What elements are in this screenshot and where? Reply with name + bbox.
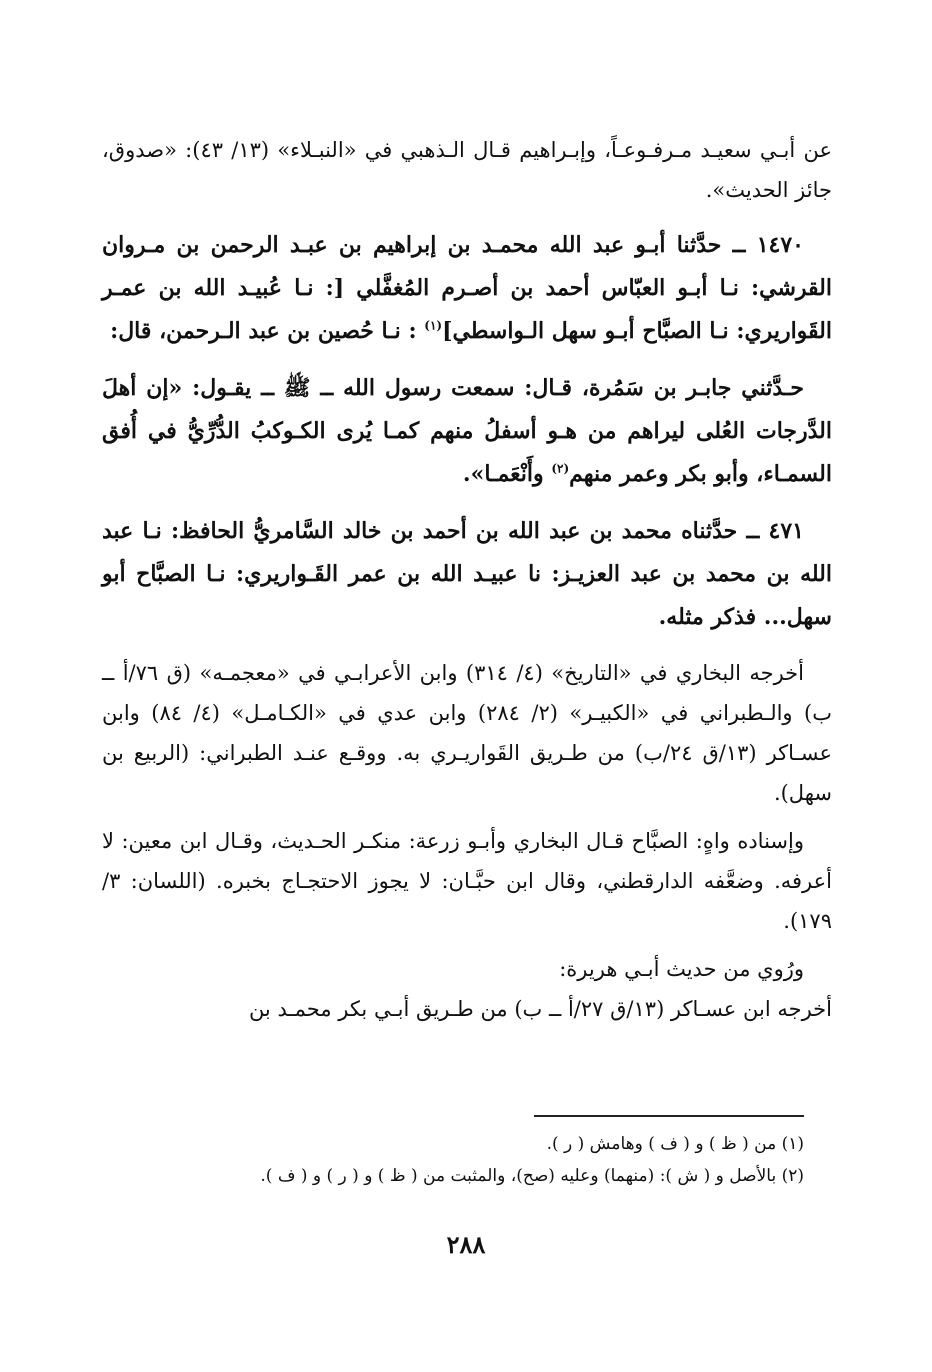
page-number: ٢٨٨ <box>446 1230 486 1259</box>
footnote-mark-2: (٢) <box>551 461 570 476</box>
hadith-1470-tail: : نـا حُصين بن عبد <box>248 318 417 344</box>
hadith-1470-matn <box>102 367 832 496</box>
footnote-mark-1: (١) <box>424 318 443 333</box>
footnote-divider <box>534 1115 804 1117</box>
paragraph-intro: عن أبـي سعيـد مـرفـوعـاً، وإبـراهيم قـال الـذهبي في «النبـلاء» (١٣/ ٤٣): «صدوق، جائز الحديث». <box>102 138 832 202</box>
footnote-1: (١) من ( ظ ) و ( ف ) وهامش ( ر ). <box>546 1134 804 1154</box>
abu-hurayra-line: ورُوي من حديث أبـي هريرة: <box>559 957 804 981</box>
hadith-matn-end: وأَنْعَمـا». <box>462 461 544 487</box>
footnotes <box>104 1128 804 1192</box>
hadith-1470-isnad <box>102 224 832 353</box>
hadith-1471: ٤٧١ ــ حدَّثناه محمد بن عبد الله بن أحمد بن خالد السَّامريُّ الحافظ: نـا عبد الله بن محمد بن عبد العزيـز: نا عبيـد الله بن عمر القَـواريري: نـا الصبَّاح أبو سهل... فذكر مثله. <box>102 518 832 630</box>
hadith-matn-text: حـدَّثني جابـر بن سَمُرة، قـال: سمعت رسول الله ــ ﷺ ــ يقـول: «إن أهلَ الدَّرجات العُلى ليراهم من هـو أسفلُ منهم كمـا يُرى الكـوكبُ الدُّرِّيُّ في أُفق السمـاء، وأبو بكر وعمر منهم <box>102 375 832 487</box>
isnad-grading-paragraph: وإسناده واهٍ: الصبَّاح قـال البخاري وأبـو زرعة: منكـر الحـديث، وقـال ابن معين: لا أعرفه. وضعَّفه الدارقطني، وقال ابن حبَّـان: لا يجوز الاحتجـاج بخبره. (اللسان: ٣/ ١٧٩). <box>102 829 832 933</box>
main-text <box>102 130 832 1029</box>
footnote-2: (٢) بالأصل و ( ش ): (منهما) وعليه (صح)، والمثبت من ( ظ ) و ( ر ) و ( ف ). <box>260 1166 804 1186</box>
takhrij-paragraph: أخرجه البخاري في «التاريخ» (٤/ ٣١٤) وابن الأعرابـي في «معجمـه» (ق ٧٦/أ ــ ب) والـطبراني في «الكبيـر» (٢/ ٢٨٤) وابن عدي في «الكـامـل» (٤/ ٨٤) وابن عسـاكر (١٣/ق ٢٤/ب) من طـريق القَواريـري به. ووقـع عنـد الطبراني: (الربيع بن سهل). <box>102 661 832 805</box>
ibn-asakir-line: أخرجه ابن عسـاكر (١٣/ق ٢٧/أ ــ ب) من طـريق أبـي بكر محمـد بن <box>248 997 832 1021</box>
hadith-1470-end: الـرحمن، قال: <box>110 318 241 344</box>
hadith-1470-text: ١٤٧٠ ــ حدَّثنا أبـو عبد الله محمـد بن إبراهيم بن عبـد الرحمن بن مـروان القرشي: نـا أبـو العبّاس أحمد بن أصـرم المُغفَّلي [: نـا عُبيـد الله بن عمـر القَواريري: نـا الصبَّاح أبـو سهل الـواسطي] <box>102 232 832 344</box>
